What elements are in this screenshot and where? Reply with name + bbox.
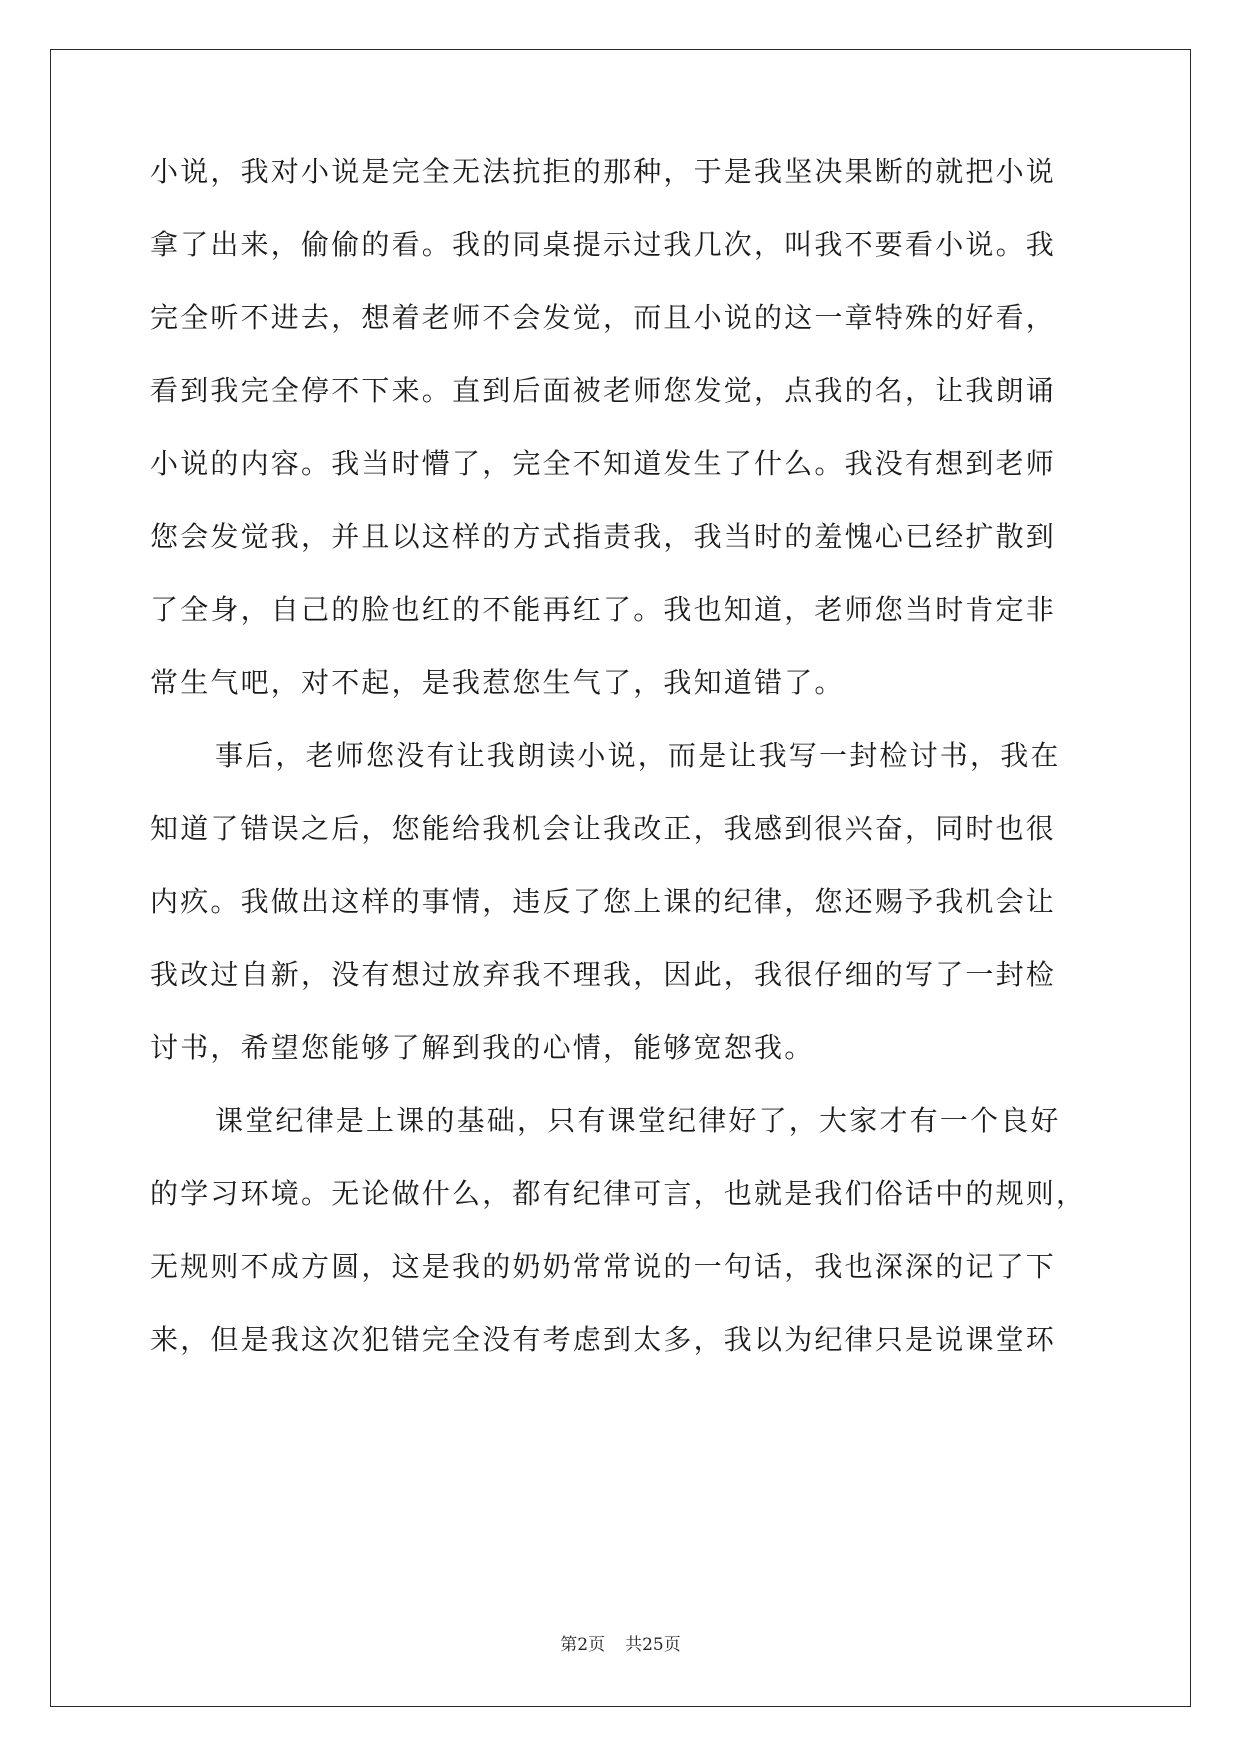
- text-line: 您会发觉我，并且以这样的方式指责我，我当时的羞愧心已经扩散到: [150, 520, 1057, 553]
- text-line: 内疚。我做出这样的事情，违反了您上课的纪律，您还赐予我机会让: [150, 885, 1057, 918]
- page-number: 第2页: [560, 1635, 606, 1655]
- text-line: 的学习环境。无论做什么，都有纪律可言，也就是我们俗话中的规则，: [150, 1177, 1087, 1210]
- text-line: 完全听不进去，想着老师不会发觉，而且小说的这一章特殊的好看，: [150, 301, 1057, 334]
- text-line: 看到我完全停不下来。直到后面被老师您发觉，点我的名，让我朗诵: [150, 374, 1057, 407]
- text-line: 小说的内容。我当时懵了，完全不知道发生了什么。我没有想到老师: [150, 447, 1057, 480]
- paragraph-start-line: 事后，老师您没有让我朗读小说，而是让我写一封检讨书，我在: [215, 739, 1061, 772]
- text-line: 知道了错误之后，您能给我机会让我改正，我感到很兴奋，同时也很: [150, 812, 1057, 845]
- text-line: 了全身，自己的脸也红的不能再红了。我也知道，老师您当时肯定非: [150, 593, 1057, 626]
- text-line: 小说，我对小说是完全无法抗拒的那种，于是我坚决果断的就把小说: [150, 155, 1057, 188]
- page-footer: [0, 1630, 1241, 1655]
- text-line: 拿了出来，偷偷的看。我的同桌提示过我几次，叫我不要看小说。我: [150, 228, 1057, 261]
- text-line: 我改过自新，没有想过放弃我不理我，因此，我很仔细的写了一封检: [150, 958, 1057, 991]
- paragraph-start-line: 课堂纪律是上课的基础，只有课堂纪律好了，大家才有一个良好: [215, 1104, 1061, 1137]
- text-line: 常生气吧，对不起，是我惹您生气了，我知道错了。: [150, 666, 845, 699]
- page-total: 共25页: [625, 1635, 681, 1655]
- text-line: 来，但是我这次犯错完全没有考虑到太多，我以为纪律只是说课堂环: [150, 1323, 1057, 1356]
- text-line: 讨书，希望您能够了解到我的心情，能够宽恕我。: [150, 1031, 815, 1064]
- text-line: 无规则不成方圆，这是我的奶奶常常说的一句话，我也深深的记了下: [150, 1250, 1057, 1283]
